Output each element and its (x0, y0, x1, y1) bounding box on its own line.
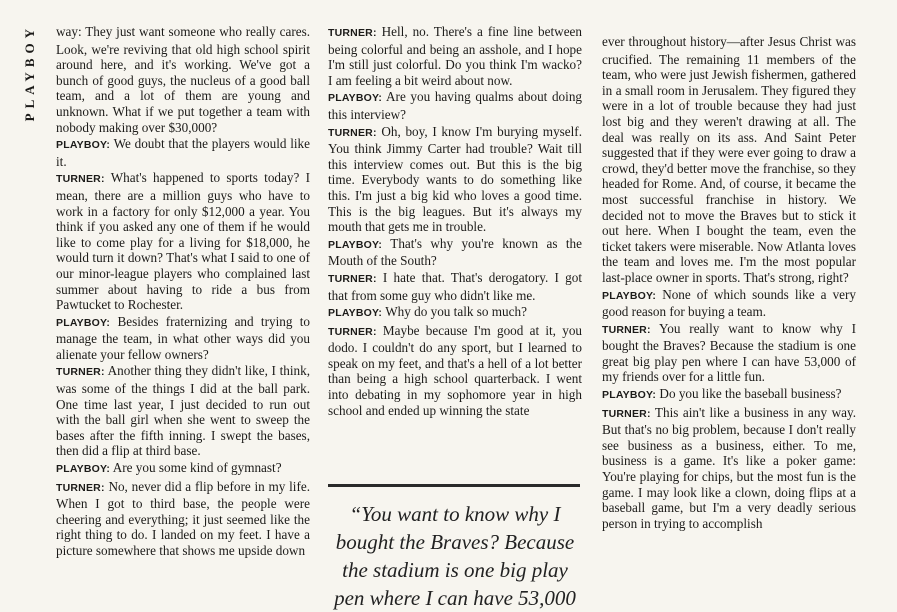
speaker-label: PLAYBOY: (328, 307, 383, 320)
paragraph: ever throughout history—after Jesus Christ was crucified. The remaining 11 members of the team, who were just Jewish fishermen, gathered in a small room in Jerusalem. They figured they were in a lot of trouble because they had just lost big and they weren't drawing at all. The deal was really on its ass. And Saint Peter suggested that if they were ever going to draw a crowd, they'd better move the franchise, so they headed for Rome. And, of course, it became the most successful franchise in history. We decided not to move the Braves but to stick it out here. When I bought the team, even the ticket takers were miserable. Now Atlanta loves the team and loves me. I'm the most popular last-place owner in sports. That's strong, right? (602, 34, 856, 285)
speaker-label: TURNER: (56, 366, 105, 379)
text-column-2 (328, 24, 582, 419)
speaker-label: TURNER: (328, 126, 377, 139)
speaker-label: PLAYBOY: (602, 389, 657, 402)
speaker-label: TURNER: (328, 27, 377, 39)
paragraph: TURNER: No, never did a flip before in my life. When I got to third base, the people were cheering and everything; it just seemed like the right thing to do. I landed on my feet. I have a picture somewhere that shows me upside down (56, 478, 311, 558)
paragraph: PLAYBOY: Do you like the baseball business? (602, 386, 842, 402)
speaker-label: PLAYBOY: (56, 316, 111, 329)
paragraph: TURNER: This ain't like a business in any way. But that's no big problem, because I don't really see business as a business, either. To me, business is a game. It's like a poker game: You're playing for chips, but the most fun is the game. I may look like a clown, doing flips at a baseball game, but I'm a very deadly serious person in trying to accomplish (602, 404, 856, 531)
speaker-label: PLAYBOY: (602, 289, 657, 302)
paragraph: TURNER: What's happened to sports today? I mean, there are a million guys who have to work in a factory for only $12,000 a year. You think if you asked any one of them if he would like to come play for a living for $18,000, he would turn it down? That's what I said to one of our minor-league players who complained last summer about having to ride a bus from Pawtucket to Rochester. (56, 170, 310, 313)
paragraph: PLAYBOY: Are you some kind of gymnast? (56, 460, 282, 476)
paragraph: TURNER: Another thing they didn't like, I think, was some of the things I did at the ball park. One time last year, I just decided to run out with the ball girl when she went to sweep the bases after the fifth inning. I swept the bases, then did a flip at third base. (56, 363, 310, 459)
speaker-label: TURNER: (328, 272, 377, 285)
paragraph: PLAYBOY: Why do you talk so much? (328, 304, 527, 320)
speaker-label: TURNER: (56, 481, 105, 494)
speaker-label: PLAYBOY: (56, 463, 111, 476)
paragraph: PLAYBOY: Are you having qualms about doing this interview? (328, 89, 583, 122)
pull-quote-rule (328, 484, 580, 487)
speaker-label: PLAYBOY: (56, 139, 111, 152)
speaker-label: TURNER: (602, 407, 651, 420)
paragraph: PLAYBOY: We doubt that the players would like it. (56, 136, 310, 169)
paragraph: PLAYBOY: Besides fraternizing and trying to manage the team, in what other ways did you alienate your fellow owners? (56, 313, 310, 362)
paragraph: TURNER: Hell, no. There's a fine line between being colorful and being an asshole, and I hope I'm still just colorful. Do you think I'm wacko? I am feeling a bit weird about now. (328, 24, 582, 88)
speaker-label: TURNER: (602, 323, 651, 336)
paragraph: TURNER: Maybe because I'm good at it, you dodo. I couldn't do any sport, but I learned to speak on my feet, and that's a hell of a lot better than being a high school quarterback. I went into debating in my sophomore year in high school and ended up winning the state (328, 322, 583, 418)
speaker-label: PLAYBOY: (328, 92, 383, 105)
paragraph: PLAYBOY: That's why you're known as the Mouth of the South? (328, 235, 582, 269)
paragraph: way: They just want someone who really cares. Look, we're reviving that old high school spirit around here, and it's working. We've got a bunch of good guys, the nucleus of a good ball team, and a lot of them are young and unknown. What if we put together a team with nobody making over $30,000? (56, 24, 310, 135)
speaker-label: PLAYBOY: (328, 238, 383, 251)
text-column-1 (56, 24, 310, 560)
paragraph: PLAYBOY: None of which sounds like a very good reason for buying a team. (602, 286, 856, 320)
text-column-3 (602, 34, 856, 532)
pull-quote: “You want to know why I bought the Braves? Because the stadium is one big play pen where I can have 53,000 (334, 502, 576, 610)
paragraph: TURNER: I hate that. That's derogatory. I got that from some guy who didn't like me. (328, 269, 583, 303)
paragraph: TURNER: Oh, boy, I know I'm burying myself. You think Jimmy Carter had trouble? Wait till this interview comes out. But this is the big time. Everybody wants to do something like this. I'm just a big kid who loves a good time. This is the big leagues. But it's always my mouth that gets me in trouble. (328, 123, 582, 235)
speaker-label: TURNER: (328, 325, 377, 338)
running-header: PLAYBOY (22, 24, 37, 122)
speaker-label: TURNER: (56, 173, 105, 186)
paragraph: TURNER: You really want to know why I bought the Braves? Because the stadium is one great big play pen where I can have 53,000 of my friends over for a little fun. (602, 320, 856, 385)
